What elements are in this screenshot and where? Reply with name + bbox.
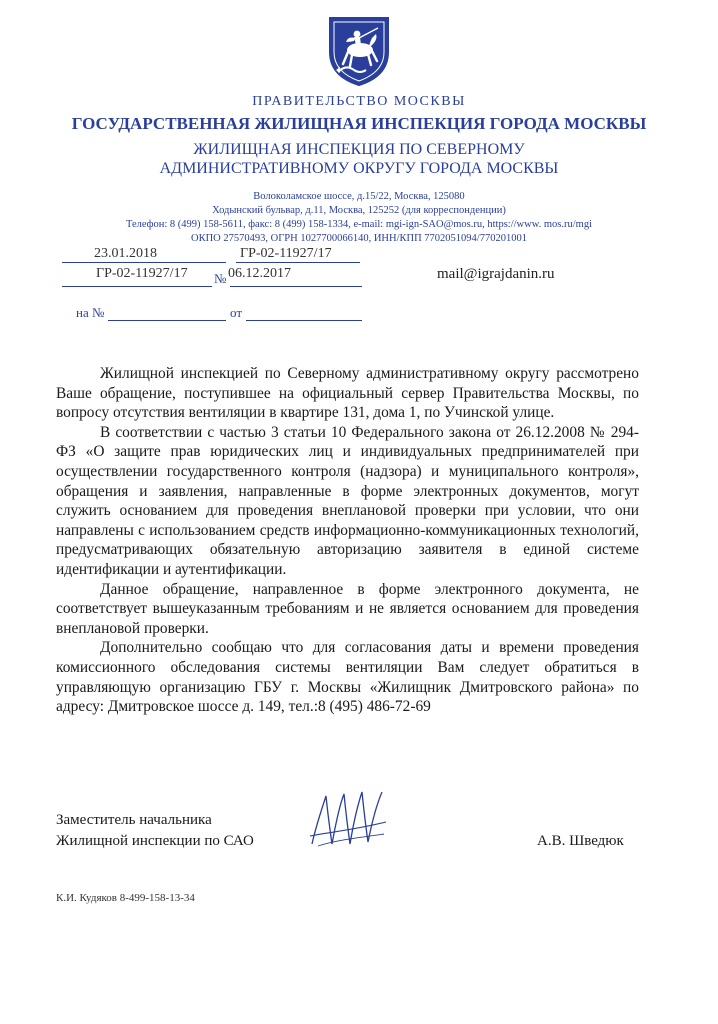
reply-number-underline (108, 320, 226, 321)
handwritten-signature-icon (306, 786, 392, 854)
outgoing-date: 23.01.2018 (94, 246, 157, 261)
recipient-email: mail@igrajdanin.ru (437, 266, 555, 282)
address-line2: Ходынский бульвар, д.11, Москва, 125252 (для корреспонденции) (212, 205, 506, 216)
outgoing-date-underline (62, 262, 226, 263)
reply-number-label: на № (76, 305, 105, 320)
outgoing-number: ГР-02-11927/17 (240, 246, 332, 261)
reply-date-label: от (230, 305, 243, 320)
signer-position-line1: Заместитель начальника (56, 812, 212, 828)
reply-date-underline (246, 320, 362, 321)
address-line1: Волоколамское шоссе, д.15/22, Москва, 125080 (253, 191, 465, 202)
department-heading-line1: ЖИЛИЩНАЯ ИНСПЕКЦИЯ ПО СЕВЕРНОМУ (193, 141, 525, 158)
paragraph-contact-management: Дополнительно сообщаю что для согласования даты и времени проведения комиссионного обследования системы вентиляции Вам следует обратиться в управляющую организацию ГБУ г. Москвы «Жилищник Дмитровского района» по адресу: Дмитровское шоссе д. 149, тел.:8 (495) 486-72-69 (56, 639, 639, 716)
inspection-heading: ГОСУДАРСТВЕННАЯ ЖИЛИЩНАЯ ИНСПЕКЦИЯ ГОРОДА МОСКВЫ (71, 114, 647, 133)
contacts-line: Телефон: 8 (499) 158-5611, факс: 8 (499) 158-1334, e-mail: mgi-ign-SAO@mos.ru, https://www. mos.ru/mgi (125, 219, 593, 230)
incoming-date: 06.12.2017 (228, 266, 291, 281)
signer-name: А.В. Шведюк (537, 833, 624, 849)
outgoing-number-underline (236, 262, 360, 263)
moscow-coat-of-arms-icon (326, 14, 392, 88)
codes-line: ОКПО 27570493, ОГРН 1027700066140, ИНН/КПП 7702051094/770201001 (191, 233, 527, 244)
executor-contact: К.И. Кудяков 8-499-158-13-34 (56, 892, 195, 904)
government-heading: ПРАВИТЕЛЬСТВО МОСКВЫ (252, 94, 466, 109)
incoming-date-underline (230, 286, 362, 287)
paragraph-response: Жилищной инспекцией по Северному административному округу рассмотрено Ваше обращение, поступившее на официальный сервер Правительства Москвы, по вопросу отсутствия вентиляции в квартире 131, дома 1, по Учинской улице. (56, 365, 639, 422)
paragraph-law-reference: В соответствии с частью 3 статьи 10 Федерального закона от 26.12.2008 № 294-ФЗ «О защите прав юридических лиц и индивидуальных предпринимателей при осуществлении государственного контроля (надзора) и муниципального контроля», обращения и заявления, направленные в форме электронных документов, могут служить основанием для проведения внеплановой проверки при условии, что они направлены с использованием средств информационно-коммуникационных технологий, предусматривающих обязательную авторизацию заявителя в единой системе идентификации и аутентификации. (56, 423, 639, 578)
incoming-number: ГР-02-11927/17 (96, 266, 188, 281)
incoming-number-underline (62, 286, 212, 287)
paragraph-not-compliant: Данное обращение, направленное в форме электронного документа, не соответствует вышеуказанным требованиям и не является основанием для проведения внеплановой проверки. (56, 580, 639, 637)
number-label: № (214, 271, 227, 286)
letter-body (56, 364, 639, 717)
signer-position-line2: Жилищной инспекции по САО (56, 833, 254, 849)
department-heading-line2: АДМИНИСТРАТИВНОМУ ОКРУГУ ГОРОДА МОСКВЫ (159, 160, 559, 177)
